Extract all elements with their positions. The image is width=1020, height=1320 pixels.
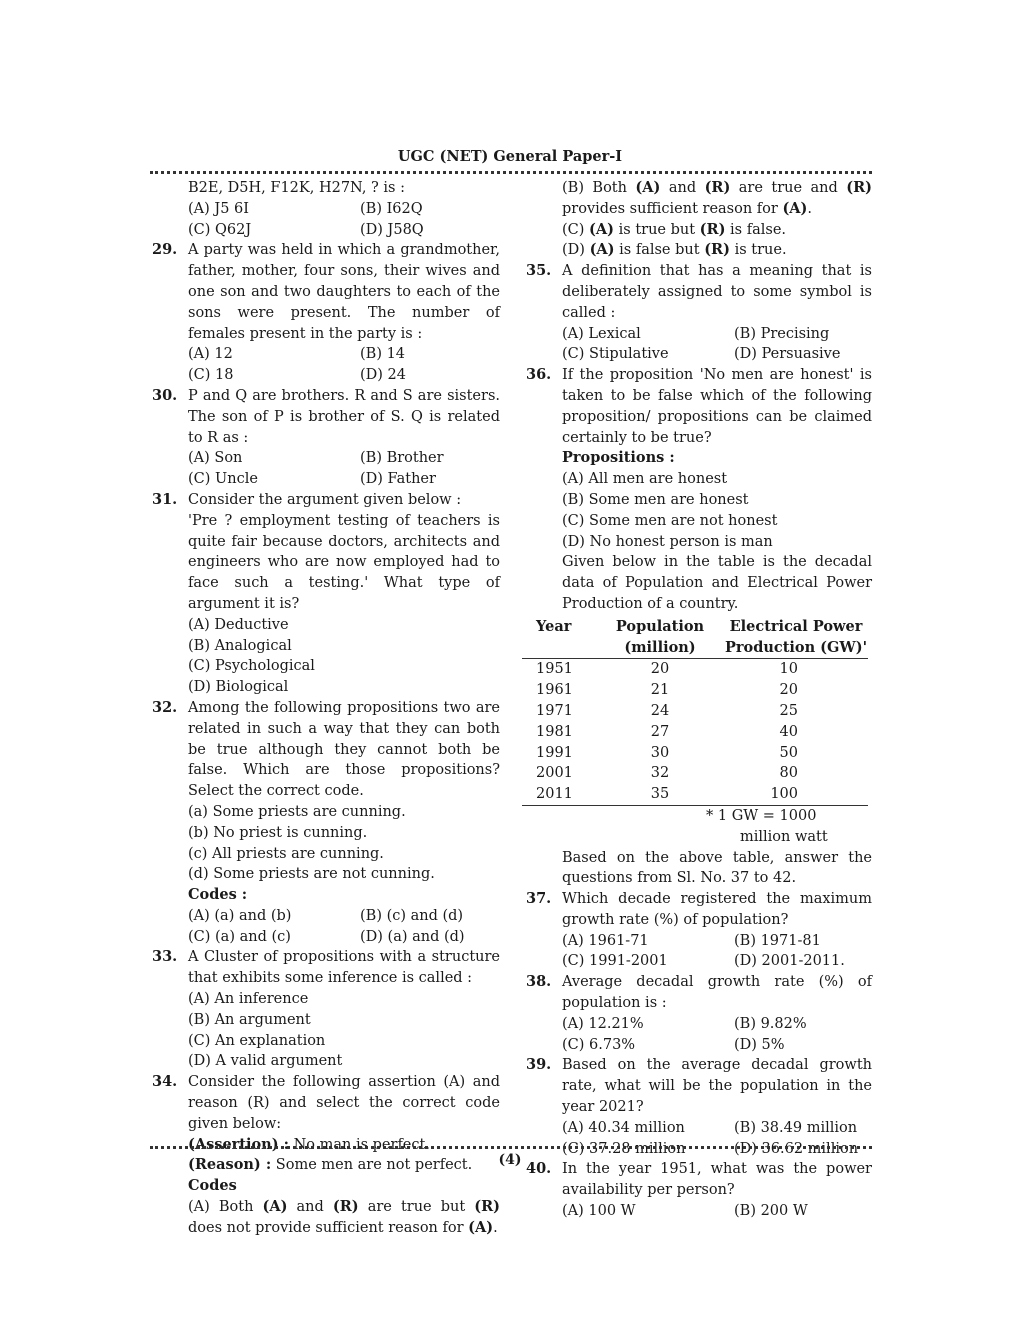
- option-b: (B) 1971-81: [734, 932, 821, 949]
- text: and: [660, 180, 705, 196]
- cell-year: 1951: [536, 661, 573, 678]
- cell-population: 20: [650, 661, 670, 678]
- options-row: [152, 344, 500, 365]
- right-column: [526, 178, 872, 1222]
- option-c: (C) Some men are not honest: [562, 512, 778, 529]
- cell-power: 80: [779, 765, 798, 782]
- question-number: 29.: [152, 241, 178, 259]
- option-a: (A) 12.21%: [562, 1015, 644, 1032]
- options-row: [526, 1201, 872, 1222]
- option-b: (B) Brother: [360, 450, 444, 467]
- text: .: [807, 200, 813, 217]
- text: (A): [589, 220, 615, 238]
- option-c: (C) (a) and (c): [188, 928, 291, 945]
- page-header-title: UGC (NET) General Paper-I: [397, 148, 623, 165]
- options-row: [152, 927, 500, 948]
- option-c: (C) Stipulative: [562, 346, 669, 363]
- left-column: [152, 178, 500, 1239]
- options-row: [152, 906, 500, 927]
- column-header-power: [724, 617, 868, 659]
- cell-power: 25: [779, 702, 798, 719]
- option-d: (D) Father: [360, 471, 436, 488]
- cell-power: 40: [779, 723, 798, 740]
- option-a: (A) Lexical: [562, 325, 641, 342]
- option-a: (A) 12: [188, 346, 233, 363]
- codes-label: Codes :: [188, 886, 248, 904]
- argument-quote: 'Pre ? employment testing of teachers is quite fair because doctors, architects and engineers who are now employed had to face such a testing.' What type of argument it is?: [188, 512, 500, 612]
- proposition-c: (c) All priests are cunning.: [188, 845, 384, 862]
- option-d: (D) 2001-2011.: [734, 953, 845, 970]
- cell-power: 20: [779, 682, 798, 699]
- question-text: Consider the following assertion (A) and reason (R) and select the correct code given below:: [188, 1074, 500, 1132]
- option-a: (A) All men are honest: [562, 471, 728, 488]
- question-text: Average decadal growth rate (%) of population is :: [562, 974, 872, 1012]
- question-31: [152, 490, 500, 698]
- question-33: [152, 947, 500, 1072]
- text: is true but: [614, 221, 700, 238]
- option-d: (D) J58Q: [360, 221, 424, 238]
- cell-power: 50: [779, 744, 798, 761]
- option-a: (A) An inference: [188, 991, 309, 1008]
- question-text: Based on the average decadal growth rate, what will be the population in the year 2021?: [562, 1057, 872, 1116]
- table-row: [522, 763, 868, 784]
- question-number: 40.: [526, 1160, 552, 1178]
- question-28: [152, 178, 500, 240]
- proposition-a: (a) Some priests are cunning.: [188, 803, 406, 820]
- option-d: (D) 24: [360, 367, 406, 384]
- question-30: [152, 386, 500, 490]
- option-b: (B) Some men are honest: [562, 491, 749, 508]
- question-number: 32.: [152, 698, 178, 716]
- options-row: [152, 220, 500, 241]
- text: (C): [562, 221, 590, 238]
- question-number: 34.: [152, 1073, 178, 1091]
- text: (R): [704, 179, 731, 196]
- question-text: Which decade registered the maximum growth rate (%) of population?: [562, 891, 872, 928]
- option-b: (B) 38.49 million: [734, 1119, 858, 1136]
- question-text: Among the following propositions two are related in such a way that they can both be true although they cannot both be false. Which are those propositions? Select the correct code.: [188, 699, 500, 800]
- footer-divider: [150, 1146, 872, 1149]
- options-row: [526, 1035, 872, 1056]
- question-text: A party was held in which a grandmother, father, mother, four sons, their wives and one son and two daughters to each of the sons were present. The number of females present in the party is :: [188, 242, 500, 342]
- options-row: [526, 324, 872, 345]
- question-text: A Cluster of propositions with a structure that exhibits some inference is called :: [188, 949, 500, 987]
- options-row: [526, 1014, 872, 1035]
- options-row: [152, 469, 500, 490]
- option-c: (C) 6.73%: [562, 1036, 636, 1053]
- assertion-label: (Assertion) :: [188, 1135, 289, 1153]
- propositions-label: Propositions :: [562, 449, 675, 467]
- option-c: (C) 18: [188, 367, 234, 384]
- cell-population: 32: [650, 765, 670, 782]
- text: (A): [262, 1198, 288, 1216]
- option-c: (C) 1991-2001: [562, 953, 668, 970]
- question-39: [526, 1055, 872, 1159]
- option-c: (C) 37.28 million: [562, 1140, 686, 1157]
- question-29: [152, 240, 500, 386]
- cell-power: 100: [770, 786, 798, 803]
- cell-year: 2001: [536, 765, 573, 782]
- table-footnote: million watt: [740, 828, 828, 845]
- text: (A): [635, 179, 661, 196]
- option-a: (A) 100 W: [562, 1203, 636, 1220]
- options-row: [152, 448, 500, 469]
- codes-label: Codes: [188, 1177, 237, 1195]
- header-line: Production (GW)': [724, 638, 868, 656]
- column-header-year: Year: [536, 617, 572, 635]
- options-row: [152, 199, 500, 220]
- option-a: (A) 1961-71: [562, 932, 649, 949]
- text: (A): [468, 1218, 494, 1236]
- question-number: 37.: [526, 890, 552, 908]
- table-row: [522, 701, 868, 722]
- question-number: 33.: [152, 948, 178, 966]
- cell-year: 1991: [536, 744, 573, 761]
- text: .: [493, 1219, 498, 1236]
- option-d: (D) (a) and (d): [360, 928, 465, 945]
- cell-population: 35: [650, 786, 670, 803]
- text: (R): [846, 179, 872, 196]
- text: provides sufficient reason for: [562, 200, 783, 217]
- option-b: (B) 200 W: [734, 1203, 808, 1220]
- table-row: [522, 659, 868, 680]
- text: (A): [782, 199, 808, 217]
- text: (D): [562, 242, 590, 259]
- question-text: In the year 1951, what was the power availability per person?: [562, 1161, 872, 1199]
- option-c: [526, 220, 872, 241]
- option-c: (C) Uncle: [188, 471, 258, 488]
- table-row: [522, 722, 868, 743]
- text: (R): [332, 1198, 359, 1216]
- question-number: 30.: [152, 386, 178, 404]
- column-header-population: [596, 617, 724, 659]
- option-a: (A) (a) and (b): [188, 907, 292, 924]
- text: (A): [589, 241, 615, 259]
- option-b: (B) I62Q: [360, 200, 423, 217]
- proposition-b: (b) No priest is cunning.: [188, 824, 368, 841]
- option-d: (D) Biological: [188, 679, 289, 696]
- population-power-table: [522, 617, 868, 806]
- text: (R): [699, 220, 726, 238]
- question-text: A definition that has a meaning that is deliberately assigned to some symbol is called :: [562, 263, 872, 321]
- text: (R): [474, 1198, 500, 1216]
- option-a: [152, 1197, 500, 1239]
- text: and: [287, 1199, 333, 1216]
- question-34-continued: [526, 178, 872, 261]
- text: is false but: [614, 242, 705, 259]
- reason-label: (Reason) :: [188, 1156, 272, 1174]
- table-header-row: [522, 617, 868, 659]
- question-35: [526, 261, 872, 365]
- option-d: [526, 240, 872, 261]
- header-line: Population: [615, 617, 705, 635]
- option-b: (B) (c) and (d): [360, 907, 464, 924]
- options-row: [526, 1118, 872, 1139]
- question-text: B2E, D5H, F12K, H27N, ? is :: [188, 180, 405, 196]
- option-c: (C) Psychological: [188, 658, 315, 675]
- text: is true.: [729, 242, 787, 259]
- option-d: (D) A valid argument: [188, 1053, 343, 1070]
- text: are true and: [730, 180, 847, 196]
- options-row: [152, 365, 500, 386]
- table-outro: Based on the above table, answer the questions from Sl. No. 37 to 42.: [562, 849, 872, 887]
- table-row: [522, 784, 868, 805]
- text: (A) Both: [188, 1199, 263, 1216]
- cell-population: 27: [650, 723, 670, 740]
- cell-population: 30: [650, 744, 670, 761]
- options-row: [526, 344, 872, 365]
- question-text: If the proposition 'No men are honest' is taken to be false which of the following proposition/ propositions can be claimed certainly to be true?: [562, 367, 872, 446]
- question-38: [526, 972, 872, 1055]
- question-number: 39.: [526, 1056, 552, 1074]
- question-36: [526, 365, 872, 552]
- option-b: (B) Analogical: [188, 637, 292, 654]
- options-row: [526, 931, 872, 952]
- text: does not provide sufficient reason for: [188, 1219, 469, 1236]
- option-d: (D) 36.62 million: [734, 1140, 859, 1157]
- text: (R): [704, 241, 730, 259]
- cell-population: 21: [650, 682, 670, 699]
- cell-power: 10: [779, 661, 798, 678]
- option-b: (B) 9.82%: [734, 1015, 807, 1032]
- text: (B) Both: [562, 180, 636, 196]
- option-b: (B) Precising: [734, 325, 830, 342]
- proposition-d: (d) Some priests are not cunning.: [188, 866, 435, 883]
- question-32: [152, 698, 500, 948]
- option-b: (B) An argument: [188, 1011, 311, 1028]
- option-b: [526, 178, 872, 220]
- cell-year: 1961: [536, 682, 573, 699]
- cell-year: 2011: [536, 786, 573, 803]
- page-number: (4): [498, 1152, 522, 1168]
- question-number: 35.: [526, 262, 552, 280]
- header-line: (million): [624, 638, 696, 656]
- question-text: P and Q are brothers. R and S are sisters. The son of P is brother of S. Q is related to R as :: [188, 387, 500, 446]
- cell-year: 1981: [536, 723, 573, 740]
- reason-text: Some men are not perfect.: [271, 1157, 473, 1174]
- text: is false.: [725, 221, 787, 238]
- cell-population: 24: [650, 702, 670, 719]
- question-40: [526, 1159, 872, 1221]
- option-d: (D) No honest person is man: [562, 533, 773, 550]
- option-a: (A) 40.34 million: [562, 1119, 685, 1136]
- header-divider: [150, 171, 872, 174]
- question-number: 36.: [526, 366, 552, 384]
- header-line: Electrical Power: [729, 617, 863, 635]
- question-text: Consider the argument given below :: [188, 491, 462, 508]
- table-intro: Given below in the table is the decadal data of Population and Electrical Power Production of a country.: [562, 554, 872, 612]
- option-c: (C) An explanation: [188, 1032, 326, 1049]
- table-footnote: * 1 GW = 1000: [706, 807, 817, 824]
- option-a: (A) Deductive: [188, 616, 289, 633]
- option-d: (D) 5%: [734, 1036, 785, 1053]
- question-number: 31.: [152, 490, 178, 508]
- cell-year: 1971: [536, 702, 573, 719]
- option-d: (D) Persuasive: [734, 346, 841, 363]
- question-number: 38.: [526, 973, 552, 991]
- option-a: (A) Son: [188, 450, 243, 467]
- table-row: [522, 743, 868, 764]
- table-row: [522, 680, 868, 701]
- option-a: (A) J5 6I: [188, 200, 249, 217]
- options-row: [526, 951, 872, 972]
- question-37: [526, 889, 872, 972]
- option-b: (B) 14: [360, 346, 406, 363]
- assertion-text: No man is perfect.: [288, 1136, 430, 1153]
- text: are true but: [358, 1199, 475, 1216]
- option-c: (C) Q62J: [188, 221, 252, 238]
